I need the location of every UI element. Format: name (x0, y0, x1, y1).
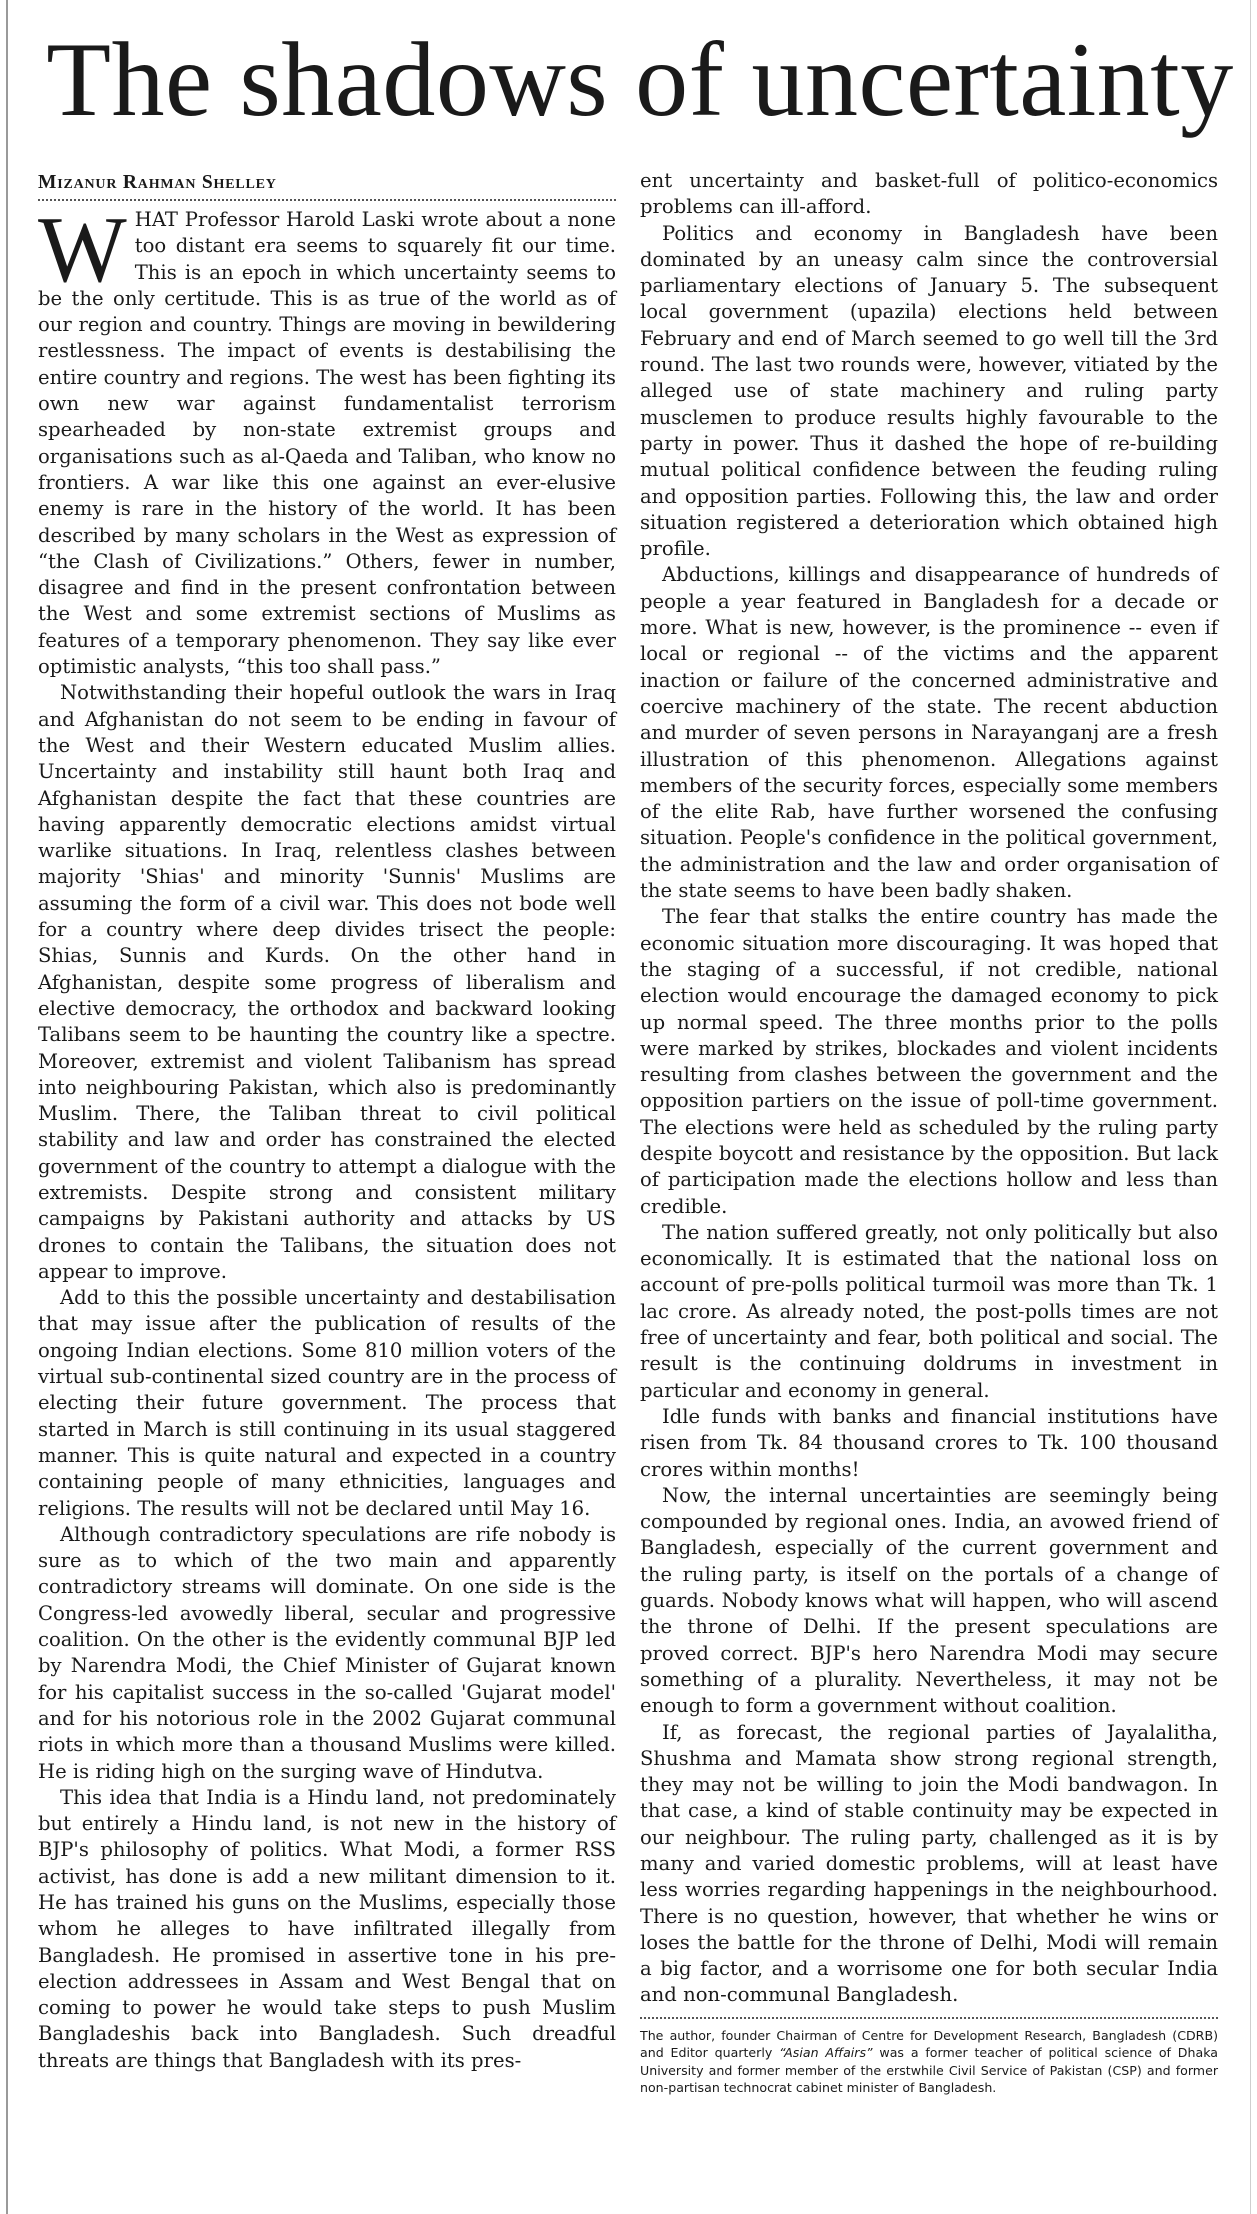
paragraph: The fear that stalks the entire country has made the economic situation more discouraging. It was hoped that the staging of a successful, if not credible, national election would encourage the damaged economy to pick up normal speed. The three months prior to the polls were marked by strikes, blockades and violent incidents resulting from clashes between the government and the opposition partiers on the issue of poll-time government. The elections were held as scheduled by the ruling party despite boycott and resistance by the opposition. But lack of participation made the elections hollow and less than credible. (640, 905, 1218, 1218)
byline: Mizanur Rahman Shelley (38, 170, 616, 201)
right-margin-rule (1250, 0, 1251, 2214)
author-note-journal: “Asian Affairs” (779, 2045, 873, 2061)
paragraph: Idle funds with banks and financial institutions have risen from Tk. 84 thousand crores to Tk. 100 thousand crores within months! (640, 1404, 1218, 1481)
lead-paragraph-text: HAT Professor Harold Laski wrote about a none too distant era seems to squarely fit our time. This is an epoch in which uncertainty seems to be the only certitude. This is as true of the world as of our region and country. Things are moving in bewildering restlessness. The impact of events is destabilising the entire country and regions. The west has been fighting its own new war against fundamentalist terrorism spearheaded by non-state extremist groups and organisations such as al-Qaeda and Taliban, who know no frontiers. A war like this one against an ever-elusive enemy is rare in the history of the world. It has been described by many scholars in the West as expression of “the Clash of Civilizations.” Others, fewer in number, disagree and find in the present confrontation between the West and some extremist sections of Muslims as features of a temporary phenomenon. They say like ever optimistic analysts, “this too shall pass.” (38, 208, 616, 679)
paragraph: Although contradictory speculations are rife nobody is sure as to which of the two main and apparently contradictory streams will dominate. On one side is the Congress-led avowedly liberal, secular and progressive coalition. On the other is the evidently communal BJP led by Narendra Modi, the Chief Minister of Gujarat known for his capitalist success in the so-called 'Gujarat model' and for his notorious role in the 2002 Gujarat communal riots in which more than a thousand Muslims were killed. He is riding high on the surging wave of Hindutva. (38, 1522, 616, 1783)
paragraph: Abductions, killings and disappearance of hundreds of people a year featured in Bangladesh for a decade or more. What is new, however, is the prominence -- even if local or regional -- of the victims and the apparent inaction or failure of the concerned administrative and coercive machinery of the state. The recent abduction and murder of seven persons in Narayanganj are a fresh illustration of this phenomenon. Allegations against members of the security forces, especially some members of the elite Rab, have further worsened the confusing situation. People's confidence in the political government, the administration and the law and order organisation of the state seems to have been badly shaken. (640, 563, 1218, 903)
author-note (640, 2017, 1218, 2097)
author-note-text: The author, founder Chairman of Centre for Development Research, Bangladesh (CDRB) and Editor quarterly (640, 2027, 1218, 2061)
lead-paragraph (38, 198, 616, 680)
left-column (38, 170, 616, 2074)
drop-cap: W (38, 198, 127, 302)
paragraph: Add to this the possible uncertainty and destabilisation that may issue after the publication of results of the ongoing Indian elections. Some 810 million voters of the virtual sub-continental sized country are in the process of electing their future government. The process that started in March is still continuing in its usual staggered manner. This is quite natural and expected in a country containing people of many ethnicities, languages and religions. The results will not be declared until May 16. (38, 1286, 616, 1520)
paragraph: Now, the internal uncertainties are seemingly being compounded by regional ones. India, an avowed friend of Bangladesh, especially of the current government and the ruling party, is itself on the portals of a change of guards. Nobody knows what will happen, who will ascend the throne of Delhi. If the present speculations are proved correct. BJP's hero Narendra Modi may secure something of a plurality. Nevertheless, it may not be enough to form a government without coalition. (640, 1483, 1218, 1718)
headline: The shadows of uncertainty (46, 21, 1234, 138)
paragraph: If, as forecast, the regional parties of Jayalalitha, Shushma and Mamata show strong regional strength, they may not be willing to join the Modi bandwagon. In that case, a kind of stable continuity may be expected in our neighbour. The ruling party, challenged as it is by many and varied domestic problems, will at least have less worries regarding happenings in the neighbourhood. There is no question, however, that whether he wins or loses the battle for the throne of Delhi, Modi will remain a big factor, and a worrisome one for both secular India and non-communal Bangladesh. (640, 1720, 1218, 2007)
continued-paragraph: ent uncertainty and basket-full of politico-economics problems can ill-afford. (640, 169, 1218, 219)
left-margin-rule (6, 0, 8, 2214)
right-column (640, 168, 1218, 2097)
paragraph: This idea that India is a Hindu land, not predominately but entirely a Hindu land, is not new in the history of BJP's philosophy of politics. What Modi, a former RSS activist, has done is add a new militant dimension to it. He has trained his guns on the Muslims, especially those whom he alleges to have infiltrated illegally from Bangladesh. He promised in assertive tone in his pre-election addressees in Assam and West Bengal that on coming to power he would take steps to push Muslim Bangladeshis back into Bangladesh. Such dreadful threats are things that Bangladesh with its pres- (38, 1785, 616, 2072)
paragraph: Notwithstanding their hopeful outlook the wars in Iraq and Afghanistan do not seem to be ending in favour of the West and their Western educated Muslim allies. Uncertainty and instability still haunt both Iraq and Afghanistan despite the fact that these countries are having apparently democratic elections amidst virtual warlike situations. In Iraq, relentless clashes between majority 'Shias' and minority 'Sunnis' Muslims are assuming the form of a civil war. This does not bode well for a country where deep divides trisect the people: Shias, Sunnis and Kurds. On the other hand in Afghanistan, despite some progress of liberalism and elective democracy, the orthodox and backward looking Talibans seem to be haunting the country like a spectre. Moreover, extremist and violent Talibanism has spread into neighbouring Pakistan, which also is predominantly Muslim. There, the Taliban threat to civil political stability and law and order has constrained the elected government of the country to attempt a dialogue with the extremists. Despite strong and consistent military campaigns by Pakistani authority and attacks by US drones to contain the Talibans, the situation does not appear to improve. (38, 681, 616, 1283)
author-note-text: was a former teacher of political science of Dhaka University and former member of the erstwhile Civil Service of Pakistan (CSP) and former non-partisan technocrat cabinet minister of Bangladesh. (640, 2045, 1218, 2096)
paragraph: Politics and economy in Bangladesh have been dominated by an uneasy calm since the controversial parliamentary elections of January 5. The subsequent local government (upazila) elections held between February and end of March seemed to go well till the 3rd round. The last two rounds were, however, vitiated by the alleged use of state machinery and ruling party musclemen to produce results highly favourable to the party in power. Thus it dashed the hope of re-building mutual political confidence between the feuding ruling and opposition parties. Following this, the law and order situation registered a deterioration which obtained high profile. (640, 221, 1218, 561)
paragraph: The nation suffered greatly, not only politically but also economically. It is estimated that the national loss on account of pre-polls political turmoil was more than Tk. 1 lac crore. As already noted, the post-polls times are not free of uncertainty and fear, both political and social. The result is the continuing doldrums in investment in particular and economy in general. (640, 1220, 1218, 1402)
